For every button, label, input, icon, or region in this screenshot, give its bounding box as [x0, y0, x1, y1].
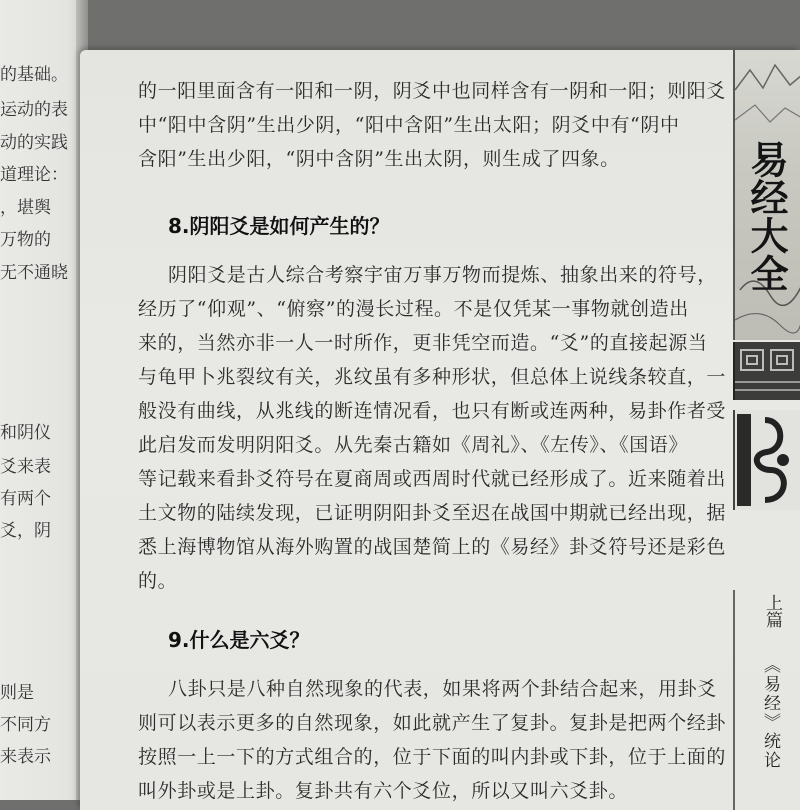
left-page-fragment: 万物的: [0, 230, 51, 250]
main-page: [80, 50, 800, 810]
body-line: 土文物的陆续发现，已证明阴阳卦爻至迟在战国中期就已经出现，据: [138, 502, 727, 524]
body-line: 此启发而发明阴阳爻。从先秦古籍如《周礼》、《左传》、《国语》: [138, 434, 689, 456]
left-page-fragment: 则是: [0, 683, 34, 703]
ornament-panel: [733, 410, 800, 510]
left-page-fragment: 爻来表: [0, 457, 51, 477]
body-line: 阴阳爻是古人综合考察宇宙万事万物而提炼、抽象出来的符号，: [168, 264, 717, 286]
body-line: 按照一上一下的方式组合的，位于下面的叫内卦或下卦，位于上面的: [138, 746, 727, 768]
body-line: 的。: [138, 570, 178, 592]
left-page-fragment: 运动的表: [0, 100, 68, 120]
landscape-illustration: [733, 50, 800, 340]
left-page-fragment: 爻，阴: [0, 521, 51, 541]
fret-pattern-icon: [735, 342, 800, 400]
left-page-fragment: 无不通晓: [0, 263, 68, 283]
section-strip: [733, 590, 800, 810]
section-8-heading: 8.阴阳爻是如何产生的？: [168, 214, 390, 238]
left-page-fragment: 的基础。: [0, 65, 68, 85]
left-page-fragment: ，堪舆: [0, 198, 51, 218]
scroll-ornament-icon: [735, 410, 800, 510]
decorative-margin: [733, 50, 800, 800]
body-line: 含阳”生出少阳，“阴中含阴”生出太阴，则生成了四象。: [138, 148, 620, 170]
left-page-fragment: 道理论：: [0, 165, 68, 185]
left-page-fragment: 动的实践: [0, 133, 68, 153]
body-line: 般没有曲线，从兆线的断连情况看，也只有断或连两种，易卦作者受: [138, 400, 727, 422]
fret-pattern-band: [733, 342, 800, 400]
body-line: 八卦只是八种自然现象的代表，如果将两个卦结合起来，用卦爻: [168, 678, 717, 700]
part-label: 上篇: [762, 594, 782, 628]
body-line: 则可以表示更多的自然现象，如此就产生了复卦。复卦是把两个经卦: [138, 712, 727, 734]
body-line: 经历了“仰观”、“俯察”的漫长过程。不是仅凭某一事物就创造出: [138, 298, 689, 320]
body-line: 的一阳里面含有一阳和一阴，阴爻中也同样含有一阴和一阳；则阳爻: [138, 80, 727, 102]
body-line: 与龟甲卜兆裂纹有关，兆纹虽有多种形状，但总体上说线条较直，一: [138, 366, 727, 388]
body-line: 悉上海博物馆从海外购置的战国楚简上的《易经》卦爻符号还是彩色: [138, 536, 727, 558]
chapter-label: 《易经》统论: [760, 656, 780, 770]
book-title: 易经大全: [744, 140, 789, 292]
left-page-fragment: 和阴仪: [0, 423, 51, 443]
left-facing-page: [0, 0, 84, 800]
body-line: 中“阳中含阴”生出少阴，“阳中含阳”生出太阳；阴爻中有“阴中: [138, 114, 680, 136]
left-page-fragment: 有两个: [0, 489, 51, 509]
body-line: 等记载来看卦爻符号在夏商周或西周时代就已经形成了。近来随着出: [138, 468, 727, 490]
body-line: 叫外卦或是上卦。复卦共有六个爻位，所以又叫六爻卦。: [138, 780, 629, 802]
left-page-fragment: 不同方: [0, 715, 51, 735]
section-9-heading: 9.什么是六爻？: [168, 628, 310, 652]
body-line: 来的，当然亦非一人一时所作，更非凭空而造。“爻”的直接起源当: [138, 332, 708, 354]
left-page-fragment: 来表示: [0, 747, 51, 767]
